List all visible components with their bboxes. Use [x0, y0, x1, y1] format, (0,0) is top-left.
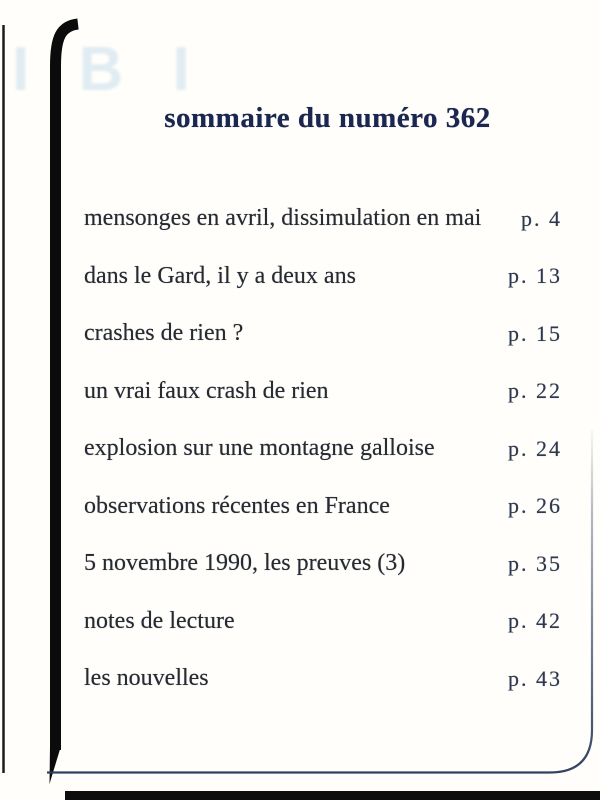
left-bracket-tip [50, 746, 62, 784]
page-title: sommaire du numéro 362 [164, 102, 491, 134]
bottom-scan-bar [65, 791, 600, 800]
toc-item [84, 650, 562, 708]
toc-item-label: 5 novembre 1990, les preuves (3) [84, 550, 406, 577]
toc-item-page: p. 24 [508, 435, 562, 461]
toc-item-label: notes de lecture [84, 607, 235, 634]
toc-item-label: observations récentes en France [84, 492, 390, 519]
toc-item-label: explosion sur une montagne galloise [84, 435, 435, 462]
toc-item-page: p. 13 [508, 263, 562, 289]
toc-item-page: p. 35 [508, 550, 562, 576]
toc-item [84, 593, 562, 651]
toc-item-label: dans le Gard, il y a deux ans [84, 262, 356, 289]
toc-list [84, 190, 562, 708]
toc-item [84, 420, 562, 478]
toc-item-page: p. 15 [508, 320, 562, 346]
toc-item-label: les nouvelles [84, 665, 209, 692]
toc-item-page: p. 22 [508, 378, 562, 404]
toc-item [84, 535, 562, 593]
toc-item [84, 190, 562, 248]
toc-item-page: p. 43 [508, 665, 562, 691]
toc-item-label: mensonges en avril, dissimulation en mai [84, 205, 482, 232]
toc-item-page: p. 26 [508, 493, 562, 519]
toc-item [84, 363, 562, 421]
toc-item [84, 478, 562, 536]
toc-item-label: crashes de rien ? [84, 320, 244, 347]
toc-item-page: p. 42 [508, 608, 562, 634]
toc-item-page: p. 4 [521, 205, 562, 231]
toc-item [84, 305, 562, 363]
toc-item-label: un vrai faux crash de rien [84, 377, 329, 404]
toc-item [84, 248, 562, 306]
bleed-through-text: I B I [12, 35, 206, 104]
